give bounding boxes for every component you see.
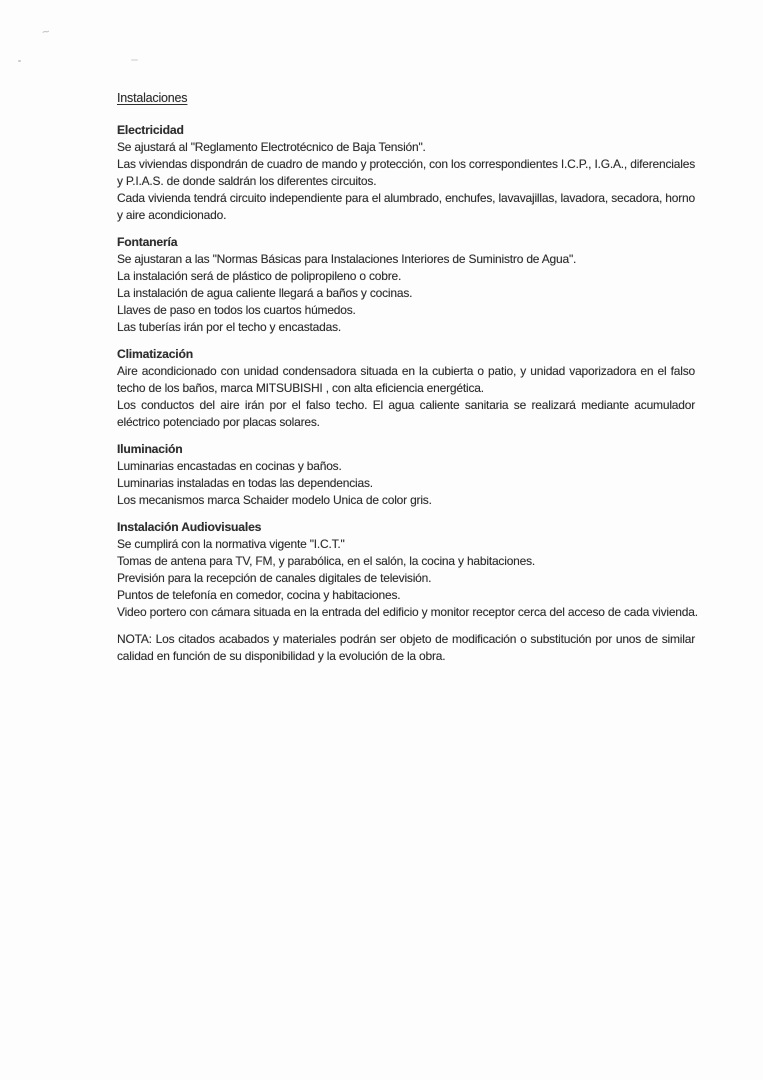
paragraph: Aire acondicionado con unidad condensadora situada en la cubierta o patio, y unidad vaporizadora en el falso techo de los baños, marca MITSUBISHI , con alta eficiencia energética. — [117, 364, 695, 395]
section-iluminacion — [117, 441, 695, 509]
document-title: Instalaciones — [117, 91, 188, 105]
paragraph: La instalación de agua caliente llegará a baños y cocinas. — [117, 286, 413, 300]
scan-artifact-squiggle: ~ — [40, 23, 52, 40]
scan-speck — [18, 60, 21, 62]
document-content — [117, 90, 698, 665]
paragraph: Cada vivienda tendrá circuito independiente para el alumbrado, enchufes, lavavajillas, lavadora, secadora, horno y aire acondicionado. — [117, 191, 695, 222]
section-heading-iluminacion: Iluminación — [117, 442, 183, 456]
section-heading-climatizacion: Climatización — [117, 347, 193, 361]
paragraph: Luminarias encastadas en cocinas y baños. — [117, 459, 342, 473]
paragraph: Puntos de telefonía en comedor, cocina y habitaciones. — [117, 588, 401, 602]
section-climatizacion — [117, 346, 695, 431]
section-heading-instalacion-audiovisuales: Instalación Audiovisuales — [117, 520, 262, 534]
paragraph: La instalación será de plástico de polipropileno o cobre. — [117, 269, 402, 283]
section-fontaneria — [117, 234, 695, 336]
note-paragraph: NOTA: Los citados acabados y materiales podrán ser objeto de modificación o substitución por unos de similar calidad en función de su disponibilidad y la evolución de la obra. — [117, 632, 695, 663]
paragraph: Las viviendas dispondrán de cuadro de mando y protección, con los correspondientes I.C.P., I.G.A., diferenciales y P.I.A.S. de donde saldrán los diferentes circuitos. — [117, 157, 695, 188]
paragraph: Se ajustará al "Reglamento Electrotécnico de Baja Tensión". — [117, 140, 426, 154]
scan-speck — [131, 59, 138, 61]
paragraph: Llaves de paso en todos los cuartos húmedos. — [117, 303, 356, 317]
section-heading-electricidad: Electricidad — [117, 123, 184, 137]
paragraph: Previsión para la recepción de canales digitales de televisión. — [117, 571, 432, 585]
section-nota — [117, 631, 695, 665]
paragraph: Se ajustaran a las "Normas Básicas para Instalaciones Interiores de Suministro de Agua". — [117, 252, 577, 266]
paragraph: Se cumplirá con la normativa vigente "I.C.T." — [117, 537, 345, 551]
paragraph: Luminarias instaladas en todas las dependencias. — [117, 476, 373, 490]
paragraph: Los mecanismos marca Schaider modelo Unica de color gris. — [117, 493, 432, 507]
section-instalacion-audiovisuales — [117, 519, 698, 621]
paragraph: Las tuberías irán por el techo y encastadas. — [117, 320, 342, 334]
section-electricidad — [117, 122, 695, 224]
paragraph: Tomas de antena para TV, FM, y parabólica, en el salón, la cocina y habitaciones. — [117, 554, 536, 568]
section-heading-fontaneria: Fontanería — [117, 235, 178, 249]
paragraph: Los conductos del aire irán por el falso techo. El agua caliente sanitaria se realizará mediante acumulador eléctrico potenciado por placas solares. — [117, 398, 695, 429]
paragraph: Video portero con cámara situada en la entrada del edificio y monitor receptor cerca del acceso de cada vivienda. — [117, 605, 698, 619]
